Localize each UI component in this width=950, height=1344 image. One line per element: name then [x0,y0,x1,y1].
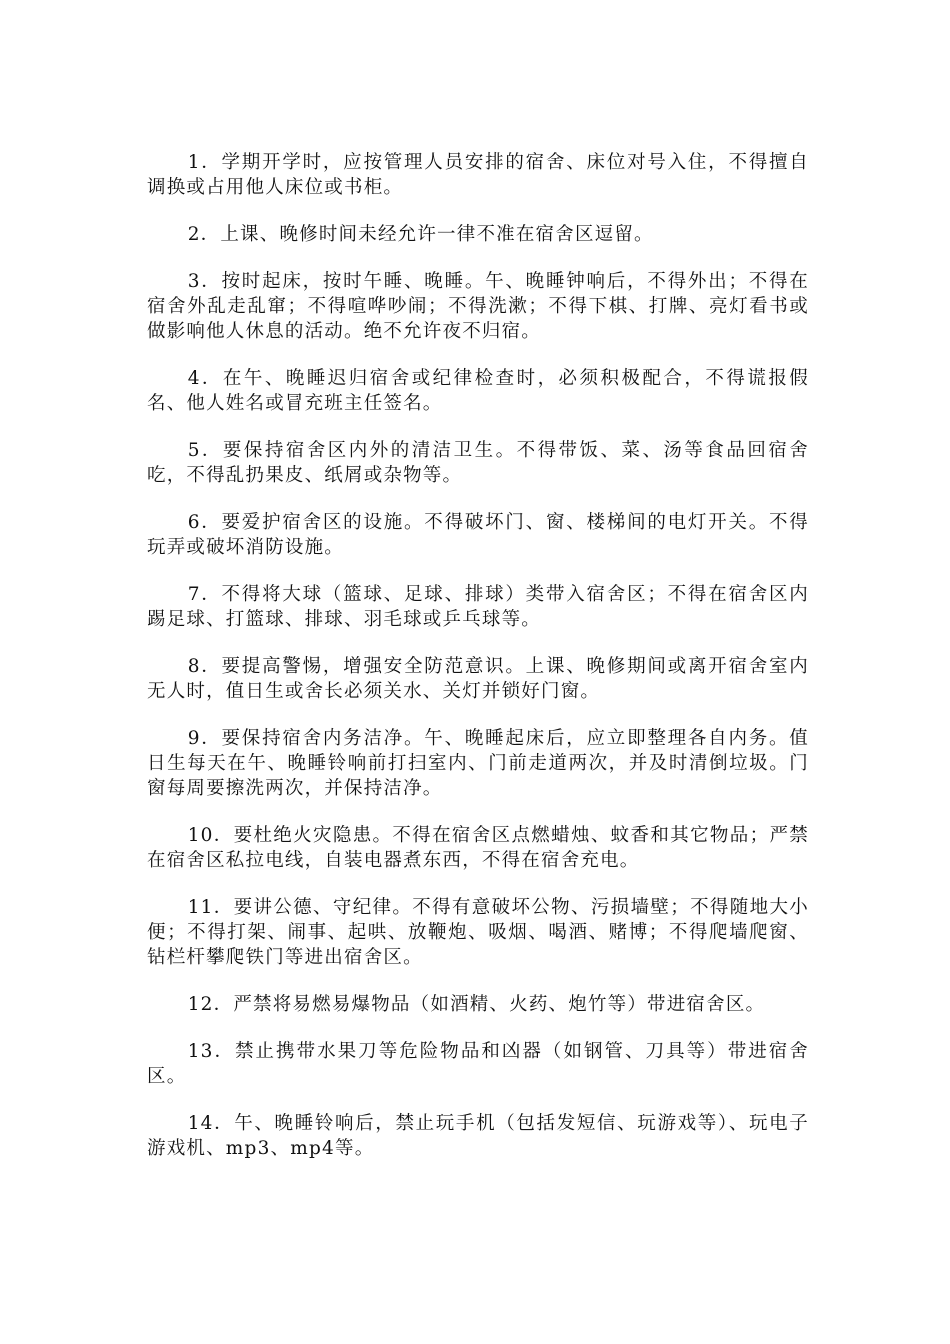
rule-paragraph-6: 6．要爱护宿舍区的设施。不得破坏门、窗、楼梯间的电灯开关。不得玩弄或破坏消防设施。 [147,512,809,558]
rule-paragraph-8: 8．要提高警惕，增强安全防范意识。上课、晚修期间或离开宿舍室内无人时，值日生或舍长必须关水、关灯并锁好门窗。 [147,656,809,702]
rule-paragraph-14: 14．午、晚睡铃响后，禁止玩手机（包括发短信、玩游戏等）、玩电子游戏机、mp3、mp4等。 [147,1113,809,1159]
rule-paragraph-11: 11．要讲公德、守纪律。不得有意破坏公物、污损墙壁；不得随地大小便；不得打架、闹事、起哄、放鞭炮、吸烟、喝酒、赌博；不得爬墙爬窗、钻栏杆攀爬铁门等进出宿舍区。 [147,897,809,968]
rule-paragraph-1: 1．学期开学时，应按管理人员安排的宿舍、床位对号入住，不得擅自调换或占用他人床位或书柜。 [147,152,809,198]
rule-paragraph-13: 13．禁止携带水果刀等危险物品和凶器（如钢管、刀具等）带进宿舍区。 [147,1041,809,1087]
rule-paragraph-12: 12．严禁将易燃易爆物品（如酒精、火药、炮竹等）带进宿舍区。 [187,994,766,1015]
rule-paragraph-4: 4．在午、晚睡迟归宿舍或纪律检查时，必须积极配合，不得谎报假名、他人姓名或冒充班主任签名。 [147,368,809,414]
document-body [147,150,809,1183]
rule-paragraph-9: 9．要保持宿舍内务洁净。午、晚睡起床后，应立即整理各自内务。值日生每天在午、晚睡铃响前打扫室内、门前走道两次，并及时清倒垃圾。门窗每周要擦洗两次，并保持洁净。 [147,728,809,799]
rule-paragraph-5: 5．要保持宿舍区内外的清洁卫生。不得带饭、菜、汤等食品回宿舍吃，不得乱扔果皮、纸屑或杂物等。 [147,440,809,486]
rule-paragraph-7: 7．不得将大球（篮球、足球、排球）类带入宿舍区；不得在宿舍区内踢足球、打篮球、排球、羽毛球或乒乓球等。 [147,584,809,630]
rule-paragraph-3: 3．按时起床，按时午睡、晚睡。午、晚睡钟响后，不得外出；不得在宿舍外乱走乱窜；不得喧哗吵闹；不得洗漱；不得下棋、打牌、亮灯看书或做影响他人休息的活动。绝不允许夜不归宿。 [147,271,809,342]
rule-paragraph-10: 10．要杜绝火灾隐患。不得在宿舍区点燃蜡烛、蚊香和其它物品；严禁在宿舍区私拉电线，自装电器煮东西，不得在宿舍充电。 [147,825,809,871]
rule-paragraph-2: 2．上课、晚修时间未经允许一律不准在宿舍区逗留。 [187,224,654,245]
